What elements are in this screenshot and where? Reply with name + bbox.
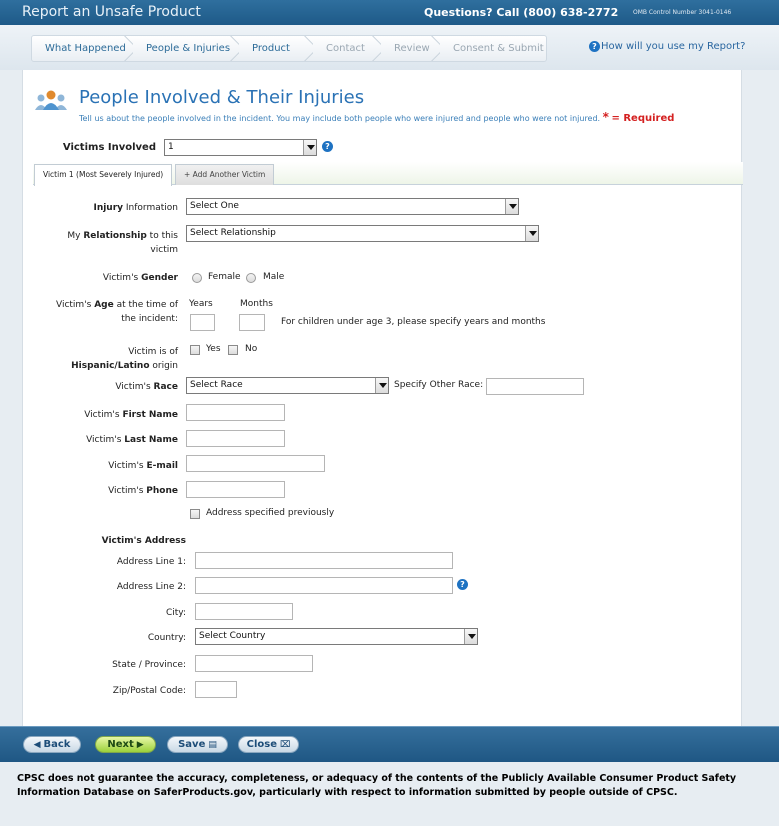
gender-female-label: Female (208, 272, 241, 282)
page-title: People Involved & Their Injuries (79, 87, 365, 108)
help-icon[interactable]: ? (457, 579, 468, 590)
address-previous-label: Address specified previously (206, 508, 335, 518)
back-button[interactable]: ◀ Back (23, 736, 81, 753)
chevron-down-icon (505, 199, 518, 214)
step-consent-submit: Consent & Submit (453, 43, 544, 54)
first-name-label: Victim's First Name (84, 410, 178, 420)
victims-involved-label: Victims Involved (62, 142, 156, 153)
help-icon: ? (589, 41, 600, 52)
required-legend: = Required (611, 113, 675, 124)
phone-label: Victim's Phone (108, 486, 178, 496)
people-icon (34, 89, 68, 111)
age-label: Victim's Age at the time of the incident: (55, 300, 178, 324)
tab-add-victim[interactable]: + Add Another Victim (175, 164, 274, 185)
top-header (0, 0, 779, 25)
required-star: * (602, 110, 609, 124)
first-name-input[interactable] (186, 404, 285, 421)
address-previous-checkbox[interactable] (190, 509, 200, 519)
step-what-happened[interactable]: What Happened (32, 36, 133, 61)
tab-victim-1[interactable]: Victim 1 (Most Severely Injured) (34, 164, 172, 186)
address-line2-input[interactable] (195, 577, 453, 594)
other-race-label: Specify Other Race: (394, 380, 484, 390)
country-label: Country: (147, 633, 186, 643)
address-heading: Victim's Address (101, 536, 186, 546)
close-icon: ⌧ (280, 739, 291, 750)
disclaimer-text: CPSC does not guarantee the accuracy, completeness, or adequacy of the contents of the Publicly Available Consumer Product Safety Information Database on SaferProducts.gov, particularly with respect to information submitted by people outside of CPSC. (17, 773, 737, 798)
arrow-left-icon: ◀ (33, 739, 41, 750)
city-label: City: (165, 608, 186, 618)
injury-label: Injury Information (93, 203, 178, 213)
action-bar (0, 726, 779, 762)
chevron-down-icon (375, 378, 388, 393)
state-label: State / Province: (112, 660, 186, 670)
age-years-input[interactable] (190, 314, 215, 331)
age-months-input[interactable] (239, 314, 265, 331)
race-label: Victim's Race (115, 382, 178, 392)
step-product[interactable]: Product (239, 36, 313, 61)
help-link[interactable]: ? How will you use my Report? (589, 41, 745, 52)
help-icon[interactable]: ? (322, 141, 333, 152)
years-label: Years (189, 299, 213, 309)
email-label: Victim's E-mail (108, 461, 178, 471)
hispanic-yes-label: Yes (206, 344, 221, 354)
chevron-down-icon (525, 226, 538, 241)
relationship-label: My Relationship to this victim (67, 231, 178, 255)
state-input[interactable] (195, 655, 313, 672)
chevron-down-icon (464, 629, 477, 644)
race-select[interactable]: Select Race (186, 377, 389, 394)
hispanic-no-label: No (245, 344, 258, 354)
victims-involved-select[interactable]: 1 (164, 139, 317, 156)
main-panel (22, 70, 742, 726)
gender-male-radio[interactable] (246, 273, 256, 283)
questions-phone: Questions? Call (800) 638-2772 (424, 6, 619, 19)
save-icon: ▤ (208, 739, 217, 750)
city-input[interactable] (195, 603, 293, 620)
zip-label: Zip/Postal Code: (112, 686, 186, 696)
gender-label: Victim's Gender (102, 273, 178, 283)
hispanic-label: Victim is of Hispanic/Latino origin (71, 347, 178, 371)
address-line1-input[interactable] (195, 552, 453, 569)
close-button[interactable]: Close ⌧ (238, 736, 299, 753)
step-contact: Contact (313, 36, 381, 61)
last-name-label: Victim's Last Name (86, 435, 178, 445)
save-button[interactable]: Save ▤ (167, 736, 228, 753)
country-select[interactable]: Select Country (195, 628, 478, 645)
next-button[interactable]: Next ▶ (95, 736, 156, 753)
months-label: Months (240, 299, 273, 309)
last-name-input[interactable] (186, 430, 285, 447)
address-line1-label: Address Line 1: (116, 557, 186, 567)
hispanic-yes-checkbox[interactable] (190, 345, 200, 355)
gender-male-label: Male (263, 272, 285, 282)
step-people-injuries[interactable]: People & Injuries (133, 36, 239, 61)
relationship-select[interactable]: Select Relationship (186, 225, 539, 242)
omb-number: OMB Control Number 3041-0146 (633, 9, 732, 16)
other-race-input[interactable] (486, 378, 584, 395)
gender-female-radio[interactable] (192, 273, 202, 283)
age-hint: For children under age 3, please specify years and months (281, 317, 546, 327)
chevron-down-icon (303, 140, 316, 155)
app-title: Report an Unsafe Product (22, 4, 201, 20)
step-nav-bar (0, 25, 779, 70)
zip-input[interactable] (195, 681, 237, 698)
hispanic-no-checkbox[interactable] (228, 345, 238, 355)
arrow-right-icon: ▶ (136, 739, 144, 750)
step-progress (31, 35, 547, 62)
injury-select[interactable]: Select One (186, 198, 519, 215)
email-input[interactable] (186, 455, 325, 472)
address-line2-label: Address Line 2: (116, 582, 186, 592)
step-review: Review (381, 36, 440, 61)
victim-tabs (33, 162, 743, 185)
phone-input[interactable] (186, 481, 285, 498)
page-subtitle: Tell us about the people involved in the incident. You may include both people who were injured and people who were not injured. * = Required (79, 110, 675, 124)
